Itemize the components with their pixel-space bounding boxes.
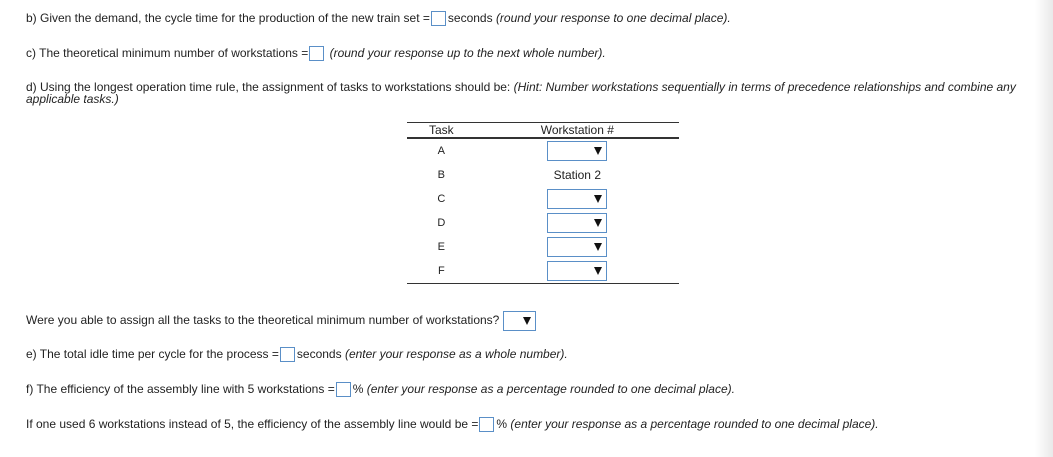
question-g-text: If one used 6 workstations instead of 5, the efficiency of the assembly line would be = [26,417,479,431]
cycle-time-input[interactable] [431,11,446,26]
question-assign-text: Were you able to assign all the tasks to the theoretical minimum number of workstations? [26,313,500,328]
task-cell: C [437,193,446,205]
question-b [26,11,731,26]
question-d-hint: (Hint: Number workstations sequentially in terms of precedence relationships and combine any applicable tasks.) [26,80,1016,106]
question-b-text: b) Given the demand, the cycle time for the production of the new train set = [26,11,430,25]
task-cell: B [437,169,445,181]
question-assign [26,311,536,331]
table-row [407,259,679,284]
assign-all-dropdown[interactable] [503,311,536,331]
task-cell: D [437,217,446,229]
efficiency-6-input[interactable] [479,417,494,432]
question-d-text: d) Using the longest operation time rule, the assignment of tasks to workstations should be: [26,80,511,94]
task-cell: F [407,259,476,284]
question-c-text: c) The theoretical minimum number of workstations = [26,46,309,60]
question-b-unit: seconds [447,11,493,25]
question-f-hint: (enter your response as a percentage rounded to one decimal place). [366,382,735,396]
dropdown-arrow-icon [594,195,602,203]
min-workstations-input[interactable] [309,46,324,61]
question-g-unit: % [496,417,508,431]
task-column-header: Task [407,123,476,139]
workstation-dropdown-c[interactable] [547,189,607,209]
dropdown-arrow-icon [594,147,602,155]
efficiency-5-input[interactable] [336,382,351,397]
table-row [407,211,679,235]
question-b-hint: (round your response to one decimal place). [495,11,731,25]
question-d [26,81,1041,105]
workstation-dropdown-f[interactable] [547,261,607,281]
workstation-dropdown-a[interactable] [547,141,607,161]
dropdown-arrow-icon [594,243,602,251]
workstation-dropdown-e[interactable] [547,237,607,257]
workstation-dropdown-d[interactable] [547,213,607,233]
idle-time-input[interactable] [280,347,295,362]
question-f-text: f) The efficiency of the assembly line with 5 workstations = [26,382,335,396]
right-edge-shadow [1035,0,1053,457]
table-row [407,235,679,259]
dropdown-arrow-icon [594,267,602,275]
question-e-unit: seconds [296,347,342,361]
task-assignment-table [407,122,679,284]
table-row [407,163,679,187]
dropdown-arrow-icon [523,317,531,325]
question-e-text: e) The total idle time per cycle for the process = [26,347,279,361]
dropdown-arrow-icon [594,219,602,227]
workstation-value-b: Station 2 [553,168,601,182]
question-e-hint: (enter your response as a whole number). [344,347,568,361]
table-row [407,138,679,163]
question-e [26,347,568,362]
question-g-hint: (enter your response as a percentage rounded to one decimal place). [510,417,879,431]
question-f [26,382,735,397]
workstation-column-header: Workstation # [476,123,679,139]
question-c [26,46,606,61]
task-cell: A [437,145,445,157]
table-row [407,187,679,211]
question-g [26,417,879,432]
question-c-hint: (round your response up to the next whole number). [329,46,606,60]
question-f-unit: % [352,382,364,396]
task-cell: E [437,241,445,253]
